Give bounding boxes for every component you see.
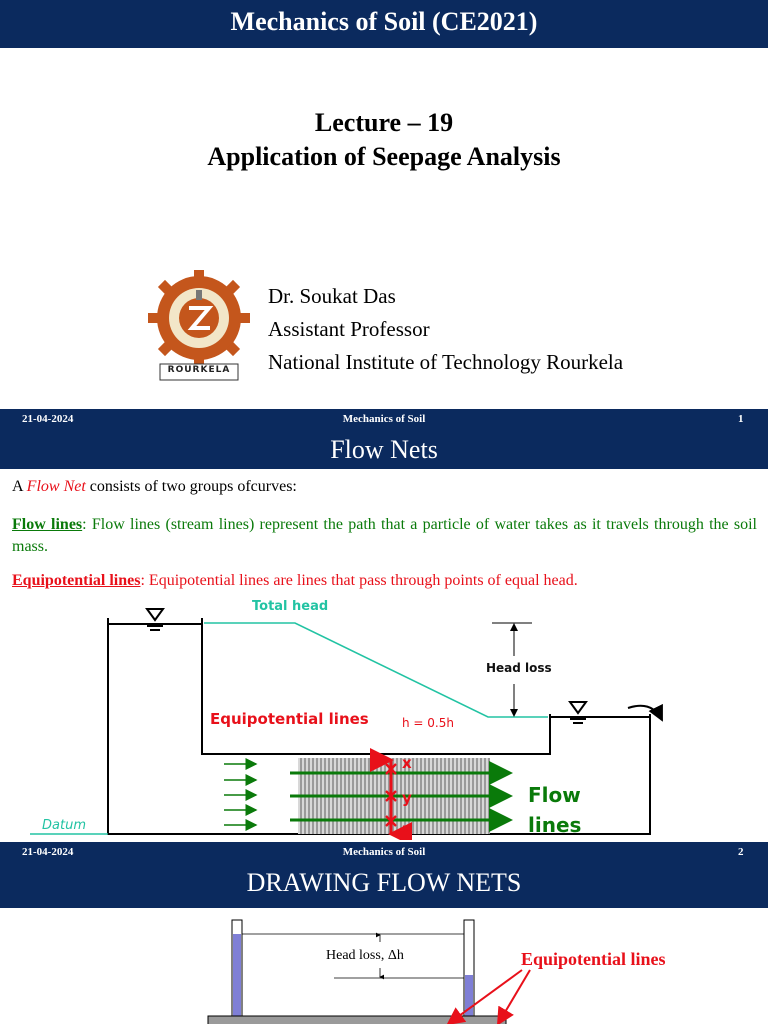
point-z-label: z bbox=[402, 820, 411, 838]
footer-date: 21-04-2024 bbox=[22, 846, 74, 858]
footer-page-number: 2 bbox=[738, 846, 744, 858]
footer-date: 21-04-2024 bbox=[22, 413, 74, 425]
course-title: Mechanics of Soil (CE2021) bbox=[230, 7, 538, 36]
flow-lines-label-2: lines bbox=[528, 813, 582, 837]
seepage-diagram bbox=[0, 596, 768, 840]
flow-net-intro: A Flow Net consists of two groups ofcurves: bbox=[12, 478, 297, 495]
upper-channel-wall bbox=[202, 618, 550, 754]
equipotential-definition: Equipotential lines: Equipotential lines are lines that pass through points of equal head. bbox=[12, 572, 578, 589]
h-value-label: h = 0.5h bbox=[402, 716, 454, 730]
lecture-number: Lecture – 19 bbox=[314, 108, 454, 137]
flow-lines-term: Flow lines bbox=[12, 516, 83, 533]
logo-text: ROURKELA bbox=[167, 365, 231, 375]
equipotential-lines-label: Equipotential lines bbox=[521, 949, 666, 969]
footer-course: Mechanics of Soil bbox=[342, 413, 426, 425]
flow-lines-label-1: Flow bbox=[528, 783, 581, 807]
slide2-header-band bbox=[0, 409, 768, 469]
datum-label: Datum bbox=[42, 818, 86, 833]
slide3-header-band bbox=[0, 842, 768, 908]
flow-net-term: Flow Net bbox=[26, 478, 86, 495]
point-x-label: x bbox=[402, 754, 412, 772]
footer-course: Mechanics of Soil bbox=[342, 846, 426, 858]
slide1-header-band bbox=[0, 0, 768, 48]
institute-logo bbox=[140, 268, 258, 386]
head-loss-label: Head loss bbox=[486, 661, 552, 675]
point-y-label: y bbox=[402, 789, 412, 807]
water-table-icon-left bbox=[147, 609, 163, 630]
water-table-icon-right bbox=[570, 702, 586, 723]
lecture-topic: Application of Seepage Analysis bbox=[207, 142, 561, 171]
pointer-arrow bbox=[498, 970, 530, 1024]
flow-lines-definition: Flow lines: Flow lines (stream lines) represent the path that a particle of water takes as it travels through the soil mass. bbox=[12, 516, 757, 555]
slide-title: DRAWING FLOW NETS bbox=[246, 868, 522, 897]
head-loss-label: Head loss, Δh bbox=[326, 948, 404, 963]
equipotential-lines-label: Equipotential lines bbox=[210, 710, 369, 728]
author-institute: National Institute of Technology Rourkela bbox=[268, 350, 624, 374]
soil-box bbox=[208, 1016, 506, 1024]
footer-page-number: 1 bbox=[738, 413, 744, 425]
equipotential-term: Equipotential lines bbox=[12, 572, 141, 589]
slide-title: Flow Nets bbox=[330, 435, 438, 464]
author-role: Assistant Professor bbox=[268, 317, 430, 341]
author-name: Dr. Soukat Das bbox=[268, 284, 396, 308]
inflow-arrows bbox=[224, 764, 256, 825]
total-head-label: Total head bbox=[252, 599, 329, 614]
